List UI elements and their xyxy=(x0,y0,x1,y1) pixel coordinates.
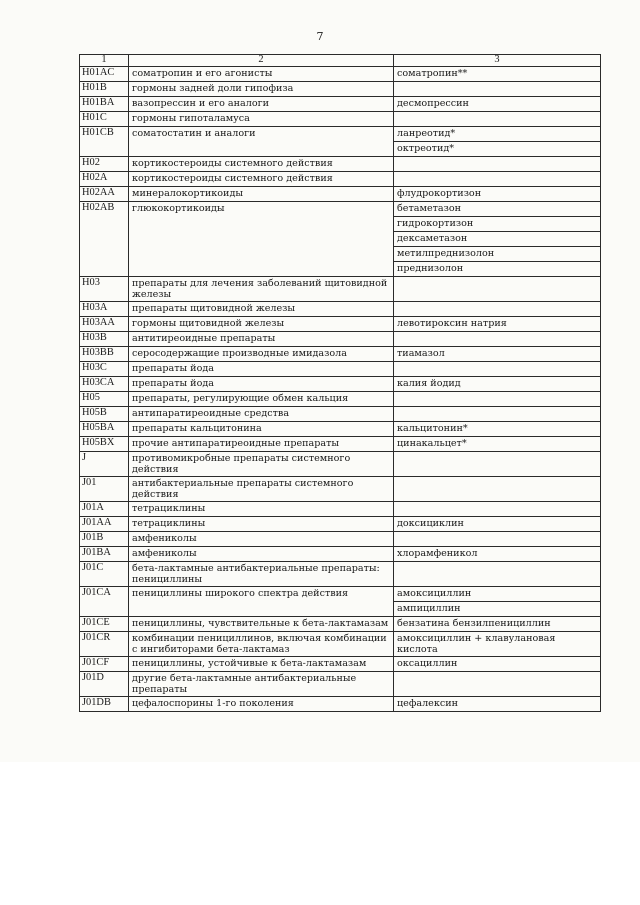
group-name-cell: препараты щитовидной железы xyxy=(129,301,394,316)
group-name-cell: минералокортикоиды xyxy=(129,186,394,201)
table-row xyxy=(80,406,601,421)
atc-code-cell: H01C xyxy=(80,111,129,126)
group-name-cell: препараты кальцитонина xyxy=(129,421,394,436)
drug-name-cell: цефалексин xyxy=(394,696,601,711)
drug-name-cell xyxy=(394,301,601,316)
group-name-cell: соматостатин и аналоги xyxy=(129,126,394,156)
table-row xyxy=(80,451,601,476)
group-name-cell: гормоны гипоталамуса xyxy=(129,111,394,126)
atc-code-cell: J xyxy=(80,451,129,476)
atc-code-cell: J01CF xyxy=(80,656,129,671)
drug-name-cell xyxy=(394,671,601,696)
atc-code-cell: H03B xyxy=(80,331,129,346)
drug-name-cell: десмопрессин xyxy=(394,96,601,111)
group-name-cell: гормоны щитовидной железы xyxy=(129,316,394,331)
drug-name-cell: амоксициллин + клавулановая кислота xyxy=(394,631,601,656)
table-row xyxy=(80,171,601,186)
drug-name-cell xyxy=(394,276,601,301)
group-name-cell: препараты йода xyxy=(129,361,394,376)
group-name-cell: противомикробные препараты системного действия xyxy=(129,451,394,476)
group-name-cell: вазопрессин и его аналоги xyxy=(129,96,394,111)
atc-code-cell: J01D xyxy=(80,671,129,696)
table-row xyxy=(80,96,601,111)
atc-code-cell: H03CA xyxy=(80,376,129,391)
atc-code-cell: J01CA xyxy=(80,586,129,616)
group-name-cell: серосодержащие производные имидазола xyxy=(129,346,394,361)
page-bottom-margin xyxy=(0,762,640,905)
drug-name-cell: тиамазол xyxy=(394,346,601,361)
drug-name-cell: бензатина бензилпенициллин xyxy=(394,616,601,631)
drug-name-cell: ампициллин xyxy=(394,601,601,616)
drug-name-cell xyxy=(394,501,601,516)
drug-name-cell: октреотид* xyxy=(394,141,601,156)
table-row xyxy=(80,561,601,586)
table-row xyxy=(80,616,601,631)
atc-code-cell: H02A xyxy=(80,171,129,186)
group-name-cell: пенициллины, устойчивые к бета-лактамазам xyxy=(129,656,394,671)
atc-code-cell: H01BA xyxy=(80,96,129,111)
table-row xyxy=(80,331,601,346)
group-name-cell: кортикостероиды системного действия xyxy=(129,171,394,186)
atc-code-cell: J01A xyxy=(80,501,129,516)
column-header-3: 3 xyxy=(394,55,601,67)
drug-name-cell xyxy=(394,531,601,546)
table-row xyxy=(80,346,601,361)
atc-code-cell: J01B xyxy=(80,531,129,546)
atc-code-cell: H01B xyxy=(80,81,129,96)
table-row xyxy=(80,376,601,391)
atc-code-cell: H05BX xyxy=(80,436,129,451)
table-row xyxy=(80,81,601,96)
table-row xyxy=(80,201,601,216)
group-name-cell: препараты йода xyxy=(129,376,394,391)
group-name-cell: комбинации пенициллинов, включая комбинации с ингибиторами бета-лактамаз xyxy=(129,631,394,656)
table-row xyxy=(80,696,601,711)
drug-name-cell xyxy=(394,156,601,171)
drug-name-cell xyxy=(394,451,601,476)
group-name-cell: глюкокортикоиды xyxy=(129,201,394,276)
group-name-cell: антипаратиреоидные средства xyxy=(129,406,394,421)
table-row xyxy=(80,66,601,81)
drug-name-cell: хлорамфеникол xyxy=(394,546,601,561)
atc-code-cell: H02AB xyxy=(80,201,129,276)
atc-code-cell: J01CE xyxy=(80,616,129,631)
drug-name-cell: амоксициллин xyxy=(394,586,601,601)
drug-name-cell xyxy=(394,331,601,346)
atc-code-cell: J01DB xyxy=(80,696,129,711)
group-name-cell: тетрациклины xyxy=(129,501,394,516)
drug-name-cell: бетаметазон xyxy=(394,201,601,216)
page-number: 7 xyxy=(316,30,324,43)
table-header-row xyxy=(80,55,601,67)
drug-name-cell xyxy=(394,476,601,501)
table-body xyxy=(80,55,601,712)
table-row xyxy=(80,656,601,671)
atc-code-cell: H01AC xyxy=(80,66,129,81)
table-row xyxy=(80,301,601,316)
drug-name-cell xyxy=(394,561,601,586)
atc-code-cell: H02AA xyxy=(80,186,129,201)
table-row xyxy=(80,546,601,561)
drug-name-cell: оксациллин xyxy=(394,656,601,671)
group-name-cell: гормоны задней доли гипофиза xyxy=(129,81,394,96)
atc-code-cell: J01CR xyxy=(80,631,129,656)
group-name-cell: пенициллины, чувствительные к бета-лактамазам xyxy=(129,616,394,631)
table-row xyxy=(80,111,601,126)
drug-name-cell: кальцитонин* xyxy=(394,421,601,436)
group-name-cell: кортикостероиды системного действия xyxy=(129,156,394,171)
group-name-cell: цефалоспорины 1-го поколения xyxy=(129,696,394,711)
group-name-cell: амфениколы xyxy=(129,531,394,546)
column-header-2: 2 xyxy=(129,55,394,67)
group-name-cell: тетрациклины xyxy=(129,516,394,531)
table-row xyxy=(80,391,601,406)
group-name-cell: соматропин и его агонисты xyxy=(129,66,394,81)
atc-code-cell: H03 xyxy=(80,276,129,301)
drug-name-cell xyxy=(394,81,601,96)
drug-name-cell: дексаметазон xyxy=(394,231,601,246)
table-row xyxy=(80,476,601,501)
drug-name-cell: левотироксин натрия xyxy=(394,316,601,331)
group-name-cell: бета-лактамные антибактериальные препараты: пенициллины xyxy=(129,561,394,586)
drug-name-cell: доксициклин xyxy=(394,516,601,531)
atc-code-cell: J01C xyxy=(80,561,129,586)
table-row xyxy=(80,186,601,201)
table-row xyxy=(80,586,601,601)
drug-name-cell xyxy=(394,361,601,376)
drug-name-cell: цинакальцет* xyxy=(394,436,601,451)
group-name-cell: антибактериальные препараты системного действия xyxy=(129,476,394,501)
drug-name-cell: преднизолон xyxy=(394,261,601,276)
group-name-cell: другие бета-лактамные антибактериальные препараты xyxy=(129,671,394,696)
group-name-cell: препараты, регулирующие обмен кальция xyxy=(129,391,394,406)
atc-code-cell: H03AA xyxy=(80,316,129,331)
atc-code-cell: H03A xyxy=(80,301,129,316)
table-row xyxy=(80,631,601,656)
drug-name-cell xyxy=(394,111,601,126)
atc-code-cell: H05B xyxy=(80,406,129,421)
drug-name-cell: ланреотид* xyxy=(394,126,601,141)
drug-name-cell xyxy=(394,171,601,186)
table-row xyxy=(80,501,601,516)
group-name-cell: препараты для лечения заболеваний щитовидной железы xyxy=(129,276,394,301)
atc-code-cell: H05 xyxy=(80,391,129,406)
atc-code-cell: H03BB xyxy=(80,346,129,361)
table-row xyxy=(80,436,601,451)
table-row xyxy=(80,156,601,171)
atc-code-cell: J01BA xyxy=(80,546,129,561)
drug-name-cell: соматропин** xyxy=(394,66,601,81)
group-name-cell: прочие антипаратиреоидные препараты xyxy=(129,436,394,451)
table-row xyxy=(80,361,601,376)
column-header-1: 1 xyxy=(80,55,129,67)
table-row xyxy=(80,671,601,696)
table-row xyxy=(80,126,601,141)
drug-name-cell xyxy=(394,391,601,406)
drug-classification-table xyxy=(79,54,601,712)
drug-name-cell: флудрокортизон xyxy=(394,186,601,201)
atc-code-cell: J01 xyxy=(80,476,129,501)
table-row xyxy=(80,316,601,331)
atc-code-cell: H03C xyxy=(80,361,129,376)
group-name-cell: антитиреоидные препараты xyxy=(129,331,394,346)
atc-code-cell: H01CB xyxy=(80,126,129,156)
group-name-cell: амфениколы xyxy=(129,546,394,561)
table-row xyxy=(80,531,601,546)
table-row xyxy=(80,421,601,436)
atc-code-cell: H02 xyxy=(80,156,129,171)
group-name-cell: пенициллины широкого спектра действия xyxy=(129,586,394,616)
drug-name-cell: метилпреднизолон xyxy=(394,246,601,261)
table-row xyxy=(80,516,601,531)
drug-name-cell xyxy=(394,406,601,421)
atc-code-cell: H05BA xyxy=(80,421,129,436)
drug-name-cell: калия йодид xyxy=(394,376,601,391)
drug-name-cell: гидрокортизон xyxy=(394,216,601,231)
table-row xyxy=(80,276,601,301)
atc-code-cell: J01AA xyxy=(80,516,129,531)
